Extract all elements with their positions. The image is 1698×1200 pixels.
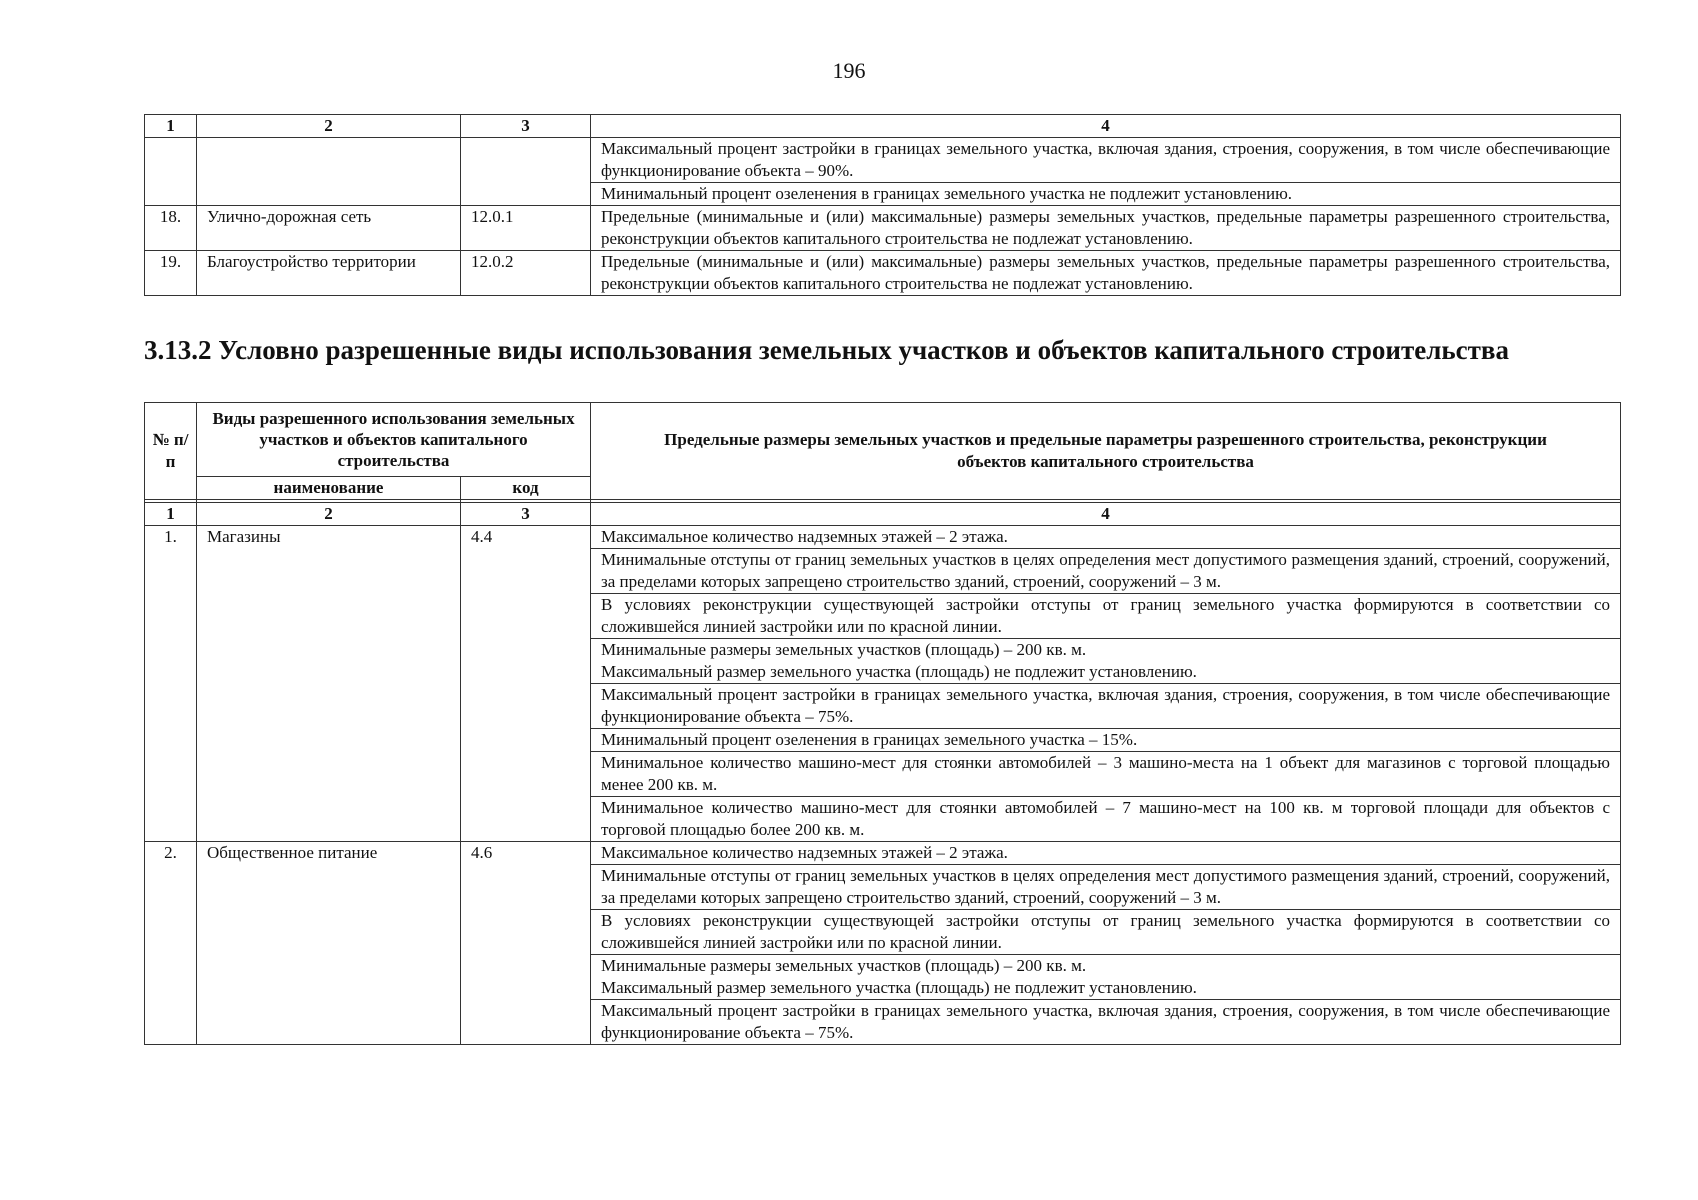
use-code: 12.0.2 [461,251,591,296]
parameter-text: В условиях реконструкции существующей застройки отступы от границ земельного участка формируются в соответствии со сложившейся линией застройки или по красной линии. [591,594,1621,639]
table-row [145,251,1621,296]
row-number [145,138,197,206]
parameter-text: Минимальное количество машино-мест для стоянки автомобилей – 3 машино-места на 1 объект для магазинов с торговой площадью менее 200 кв. м. [591,752,1621,797]
parameter-text: Минимальный процент озеленения в границах земельного участка – 15%. [591,729,1621,752]
use-name: Магазины [197,526,461,842]
use-code: 4.4 [461,526,591,842]
row-number: 2. [145,842,197,1045]
table-row [145,526,1621,549]
parameter-text: Максимальный процент застройки в границах земельного участка, включая здания, строения, сооружения, в том числе обеспечивающие функционирование объекта – 75%. [591,684,1621,729]
parameter-text: Минимальный процент озеленения в границах земельного участка не подлежит установлению. [591,183,1621,206]
parameter-text: Минимальные размеры земельных участков (площадь) – 200 кв. м. Максимальный размер земельного участка (площадь) не подлежит установлению. [591,955,1621,1000]
parameter-text: Минимальные отступы от границ земельных участков в целях определения мест допустимого размещения зданий, строений, сооружений, за пределами которых запрещено строительство зданий, строений, сооружений – 3 м. [591,865,1621,910]
header-types: Виды разрешенного использования земельных участков и объектов капитального строительства [197,403,591,477]
column-number: 2 [197,503,461,526]
column-number: 1 [145,115,197,138]
use-code: 4.6 [461,842,591,1045]
table-conditional-uses [144,402,1621,1045]
column-number-row [145,115,1621,138]
column-number: 3 [461,503,591,526]
parameter-text: Максимальное количество надземных этажей – 2 этажа. [591,842,1621,865]
table-row [145,206,1621,251]
parameter-text: Предельные (минимальные и (или) максимальные) размеры земельных участков, предельные параметры разрешенного строительства, реконструкции объектов капитального строительства не подлежат установлению. [591,206,1621,251]
use-code [461,138,591,206]
column-number: 4 [591,503,1621,526]
row-number: 18. [145,206,197,251]
column-number: 1 [145,503,197,526]
parameter-text: Минимальное количество машино-мест для стоянки автомобилей – 7 машино-мест на 100 кв. м торговой площади для объектов с торговой площадью более 200 кв. м. [591,797,1621,842]
parameter-text: Минимальные отступы от границ земельных участков в целях определения мест допустимого размещения зданий, строений, сооружений, за пределами которых запрещено строительство зданий, строений, сооружений – 3 м. [591,549,1621,594]
parameter-text: В условиях реконструкции существующей застройки отступы от границ земельного участка формируются в соответствии со сложившейся линией застройки или по красной линии. [591,910,1621,955]
use-code: 12.0.1 [461,206,591,251]
page-number: 196 [832,58,866,83]
section-heading: 3.13.2 Условно разрешенные виды использования земельных участков и объектов капитального строительства [144,335,1509,365]
table-row [145,138,1621,183]
parameter-text: Максимальный процент застройки в границах земельного участка, включая здания, строения, сооружения, в том числе обеспечивающие функционирование объекта – 90%. [591,138,1621,183]
header-params: Предельные размеры земельных участков и предельные параметры разрешенного строительства, реконструкции объектов капитального строительства [591,403,1621,500]
parameter-text: Максимальный процент застройки в границах земельного участка, включая здания, строения, сооружения, в том числе обеспечивающие функционирование объекта – 75%. [591,1000,1621,1045]
use-name: Улично-дорожная сеть [197,206,461,251]
header-num: № п/п [145,403,197,500]
column-number: 3 [461,115,591,138]
table-continuation [144,114,1621,296]
parameter-text: Минимальные размеры земельных участков (площадь) – 200 кв. м. Максимальный размер земельного участка (площадь) не подлежит установлению. [591,639,1621,684]
use-name: Благоустройство территории [197,251,461,296]
row-number: 19. [145,251,197,296]
header-code: код [461,477,591,500]
column-number: 2 [197,115,461,138]
parameter-text: Максимальное количество надземных этажей – 2 этажа. [591,526,1621,549]
header-name: наименование [197,477,461,500]
row-number: 1. [145,526,197,842]
column-number-row [145,503,1621,526]
parameter-text: Предельные (минимальные и (или) максимальные) размеры земельных участков, предельные параметры разрешенного строительства, реконструкции объектов капитального строительства не подлежат установлению. [591,251,1621,296]
table-row [145,842,1621,865]
use-name [197,138,461,206]
column-number: 4 [591,115,1621,138]
use-name: Общественное питание [197,842,461,1045]
